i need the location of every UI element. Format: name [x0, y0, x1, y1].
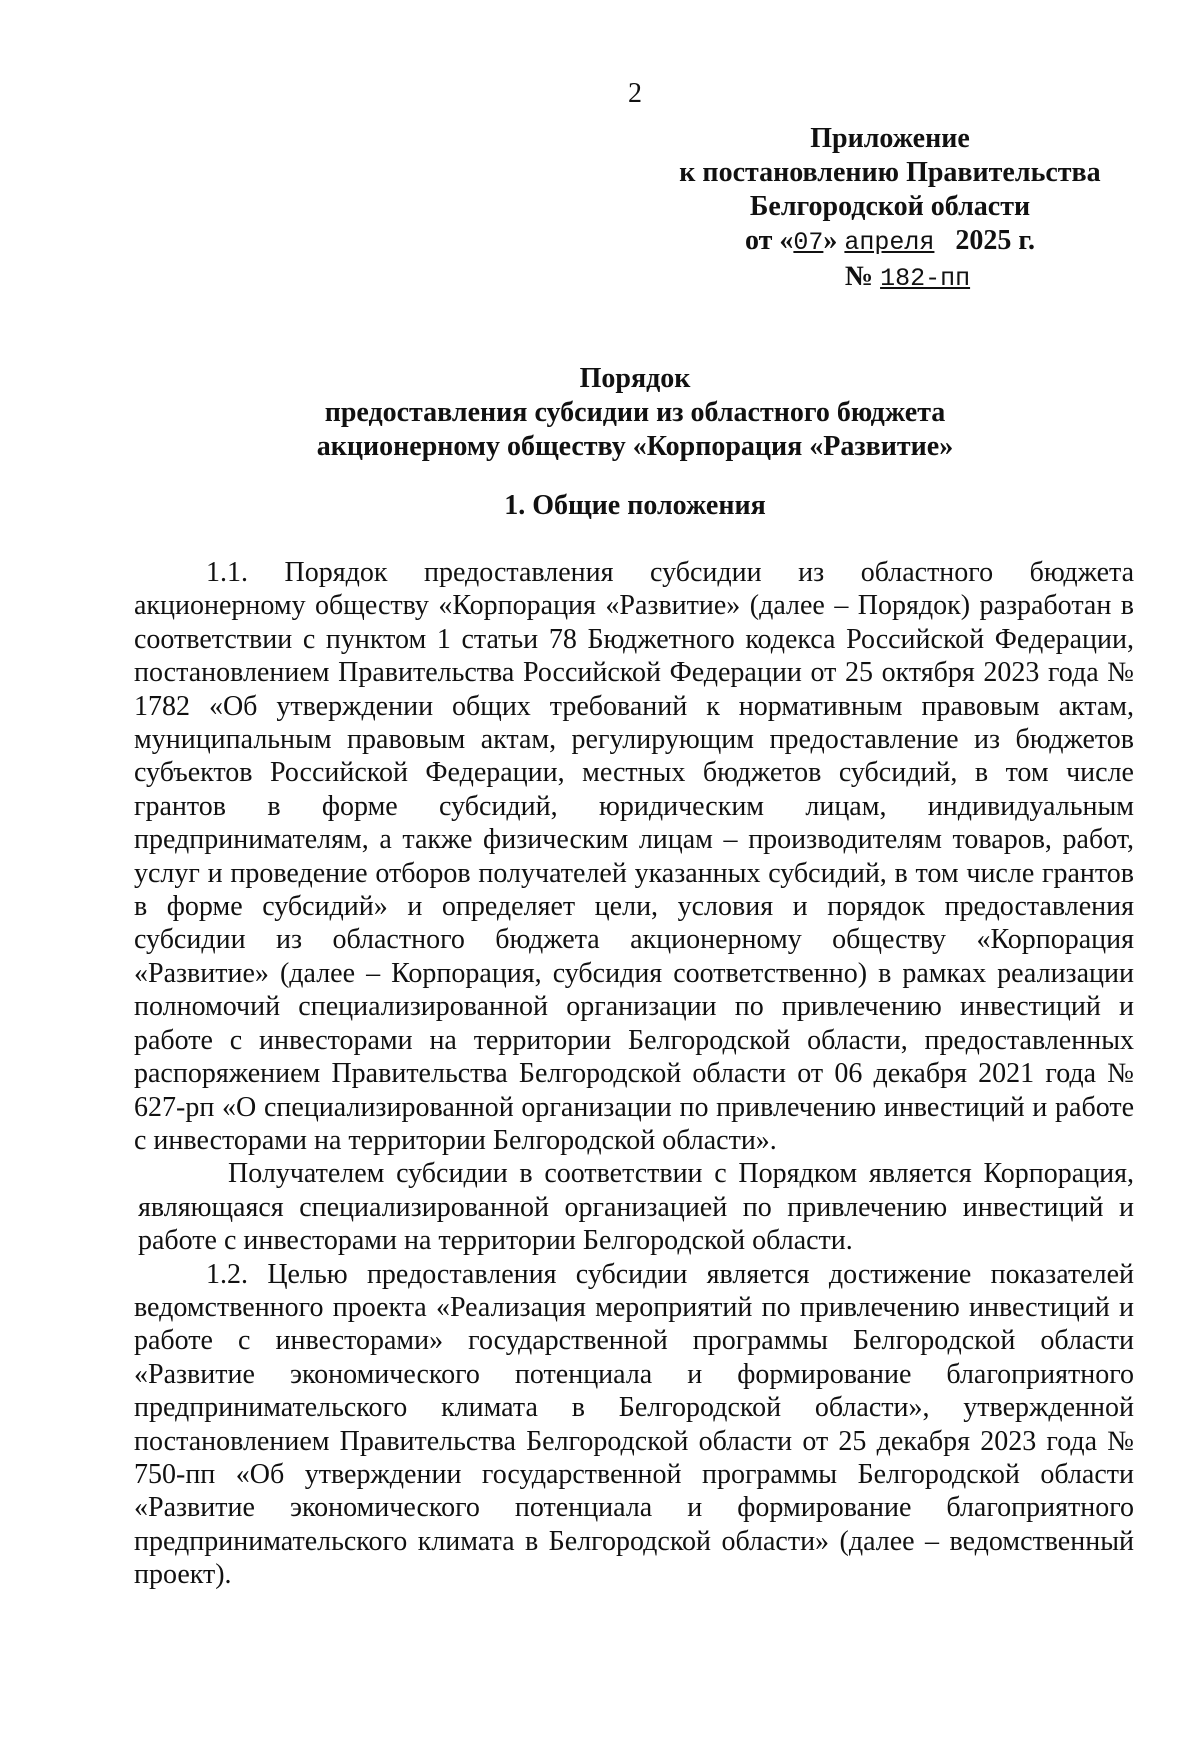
- appendix-number-line: [620, 260, 1160, 296]
- appendix-resolution-line: к постановлению Правительства: [679, 157, 1101, 188]
- paragraph: 1.2. Целью предоставления субсидии является достижение показателей ведомственного проекта «Реализация мероприятий по привлечению инвестиций и работе с инвесторами» государственной программы Белгородской области «Развитие экономического потенциала и формирование благоприятного предпринимательского климата в Белгородской области», утвержденной постановлением Правительства Белгородской области от 25 декабря 2023 года № 750-пп «Об утверждении государственной программы Белгородской области «Развитие экономического потенциала и формирование благоприятного предпринимательского климата в Белгородской области» (далее – ведомственный проект).: [134, 1258, 1134, 1591]
- date-prefix: от «: [745, 225, 794, 256]
- date-year: 2025 г.: [955, 225, 1035, 256]
- date-day: 07: [793, 228, 824, 257]
- page-number: 2: [628, 78, 642, 109]
- appendix-region-line: Белгородской области: [749, 191, 1031, 222]
- appendix-title: Приложение: [810, 123, 970, 154]
- section-heading: 1. Общие положения: [504, 490, 766, 521]
- number-value: 182-пп: [880, 264, 971, 293]
- title-line-3: акционерному обществу «Корпорация «Развитие»: [316, 431, 954, 462]
- appendix-date-line: [620, 224, 1160, 260]
- paragraph: 1.1. Порядок предоставления субсидии из областного бюджета акционерному обществу «Корпорация «Развитие» (далее – Порядок) разработан в соответствии с пунктом 1 статьи 78 Бюджетного кодекса Российской Федерации, постановлением Правительства Российской Федерации от 25 октября 2023 года № 1782 «Об утверждении общих требований к нормативным правовым актам, муниципальным правовым актам, регулирующим предоставление из бюджетов субъектов Российской Федерации, местных бюджетов субсидий, в том числе грантов в форме субсидий, юридическим лицам, индивидуальным предпринимателям, а также физическим лицам – производителям товаров, работ, услуг и проведение отборов получателей указанных субсидий, в том числе грантов в форме субсидий» и определяет цели, условия и порядок предоставления субсидии из областного бюджета акционерному обществу «Корпорация «Развитие» (далее – Корпорация, субсидия соответственно) в рамках реализации полномочий специализированной организации по привлечению инвестиций и работе с инвесторами на территории Белгородской области, предоставленных распоряжением Правительства Белгородской области от 06 декабря 2021 года № 627-рп «О специализированной организации по привлечению инвестиций и работе с инвесторами на территории Белгородской области».: [134, 557, 1134, 1156]
- title-line-1: Порядок: [579, 363, 691, 394]
- paragraph: Получателем субсидии в соответствии с Порядком является Корпорация, являющаяся специализированной организацией по привлечению инвестиций и работе с инвесторами на территории Белгородской области.: [138, 1158, 1134, 1257]
- appendix-header: [620, 122, 1160, 296]
- document-title: [0, 362, 1200, 464]
- date-month: апреля: [844, 228, 935, 257]
- date-mid: »: [823, 225, 838, 256]
- body-text: [134, 556, 1134, 1592]
- title-line-2: предоставления субсидии из областного бюджета: [324, 397, 946, 428]
- number-label: №: [844, 261, 874, 292]
